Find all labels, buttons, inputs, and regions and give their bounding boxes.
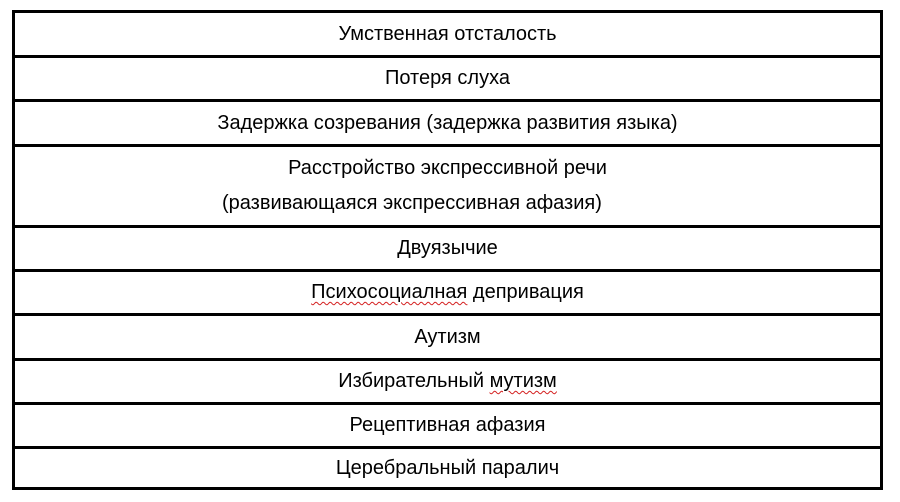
cell-text: Умственная отсталость [338,22,557,45]
diagnosis-table [12,10,883,490]
table-row [15,316,880,361]
cell-text: Задержка созревания (задержка развития языка) [217,111,678,134]
table-row [15,228,880,272]
table-row [15,58,880,102]
table-row [15,272,880,316]
cell-text-start: Избирательный [338,370,490,392]
table-row [15,13,880,58]
cell-text-line-2: (развивающаяся экспрессивная афазия) [222,192,602,214]
table-row [15,361,880,405]
misspelled-word: мутизм [489,370,557,392]
table-row [15,102,880,147]
cell-text: Двуязычие [397,237,498,259]
cell-text [311,275,584,310]
cell-text: Аутизм [414,325,481,348]
table-row [15,405,880,449]
misspelled-word: Психосоциалная [311,281,468,303]
table-row [15,449,880,487]
table-row [15,147,880,228]
cell-text: Рецептивная афазия [349,414,546,436]
cell-text [338,364,557,399]
cell-text: Церебральный паралич [335,456,560,479]
cell-text: Потеря слуха [385,67,510,89]
cell-text-line-1: Расстройство экспрессивной речи [288,157,607,179]
cell-text-rest: депривация [467,281,584,303]
